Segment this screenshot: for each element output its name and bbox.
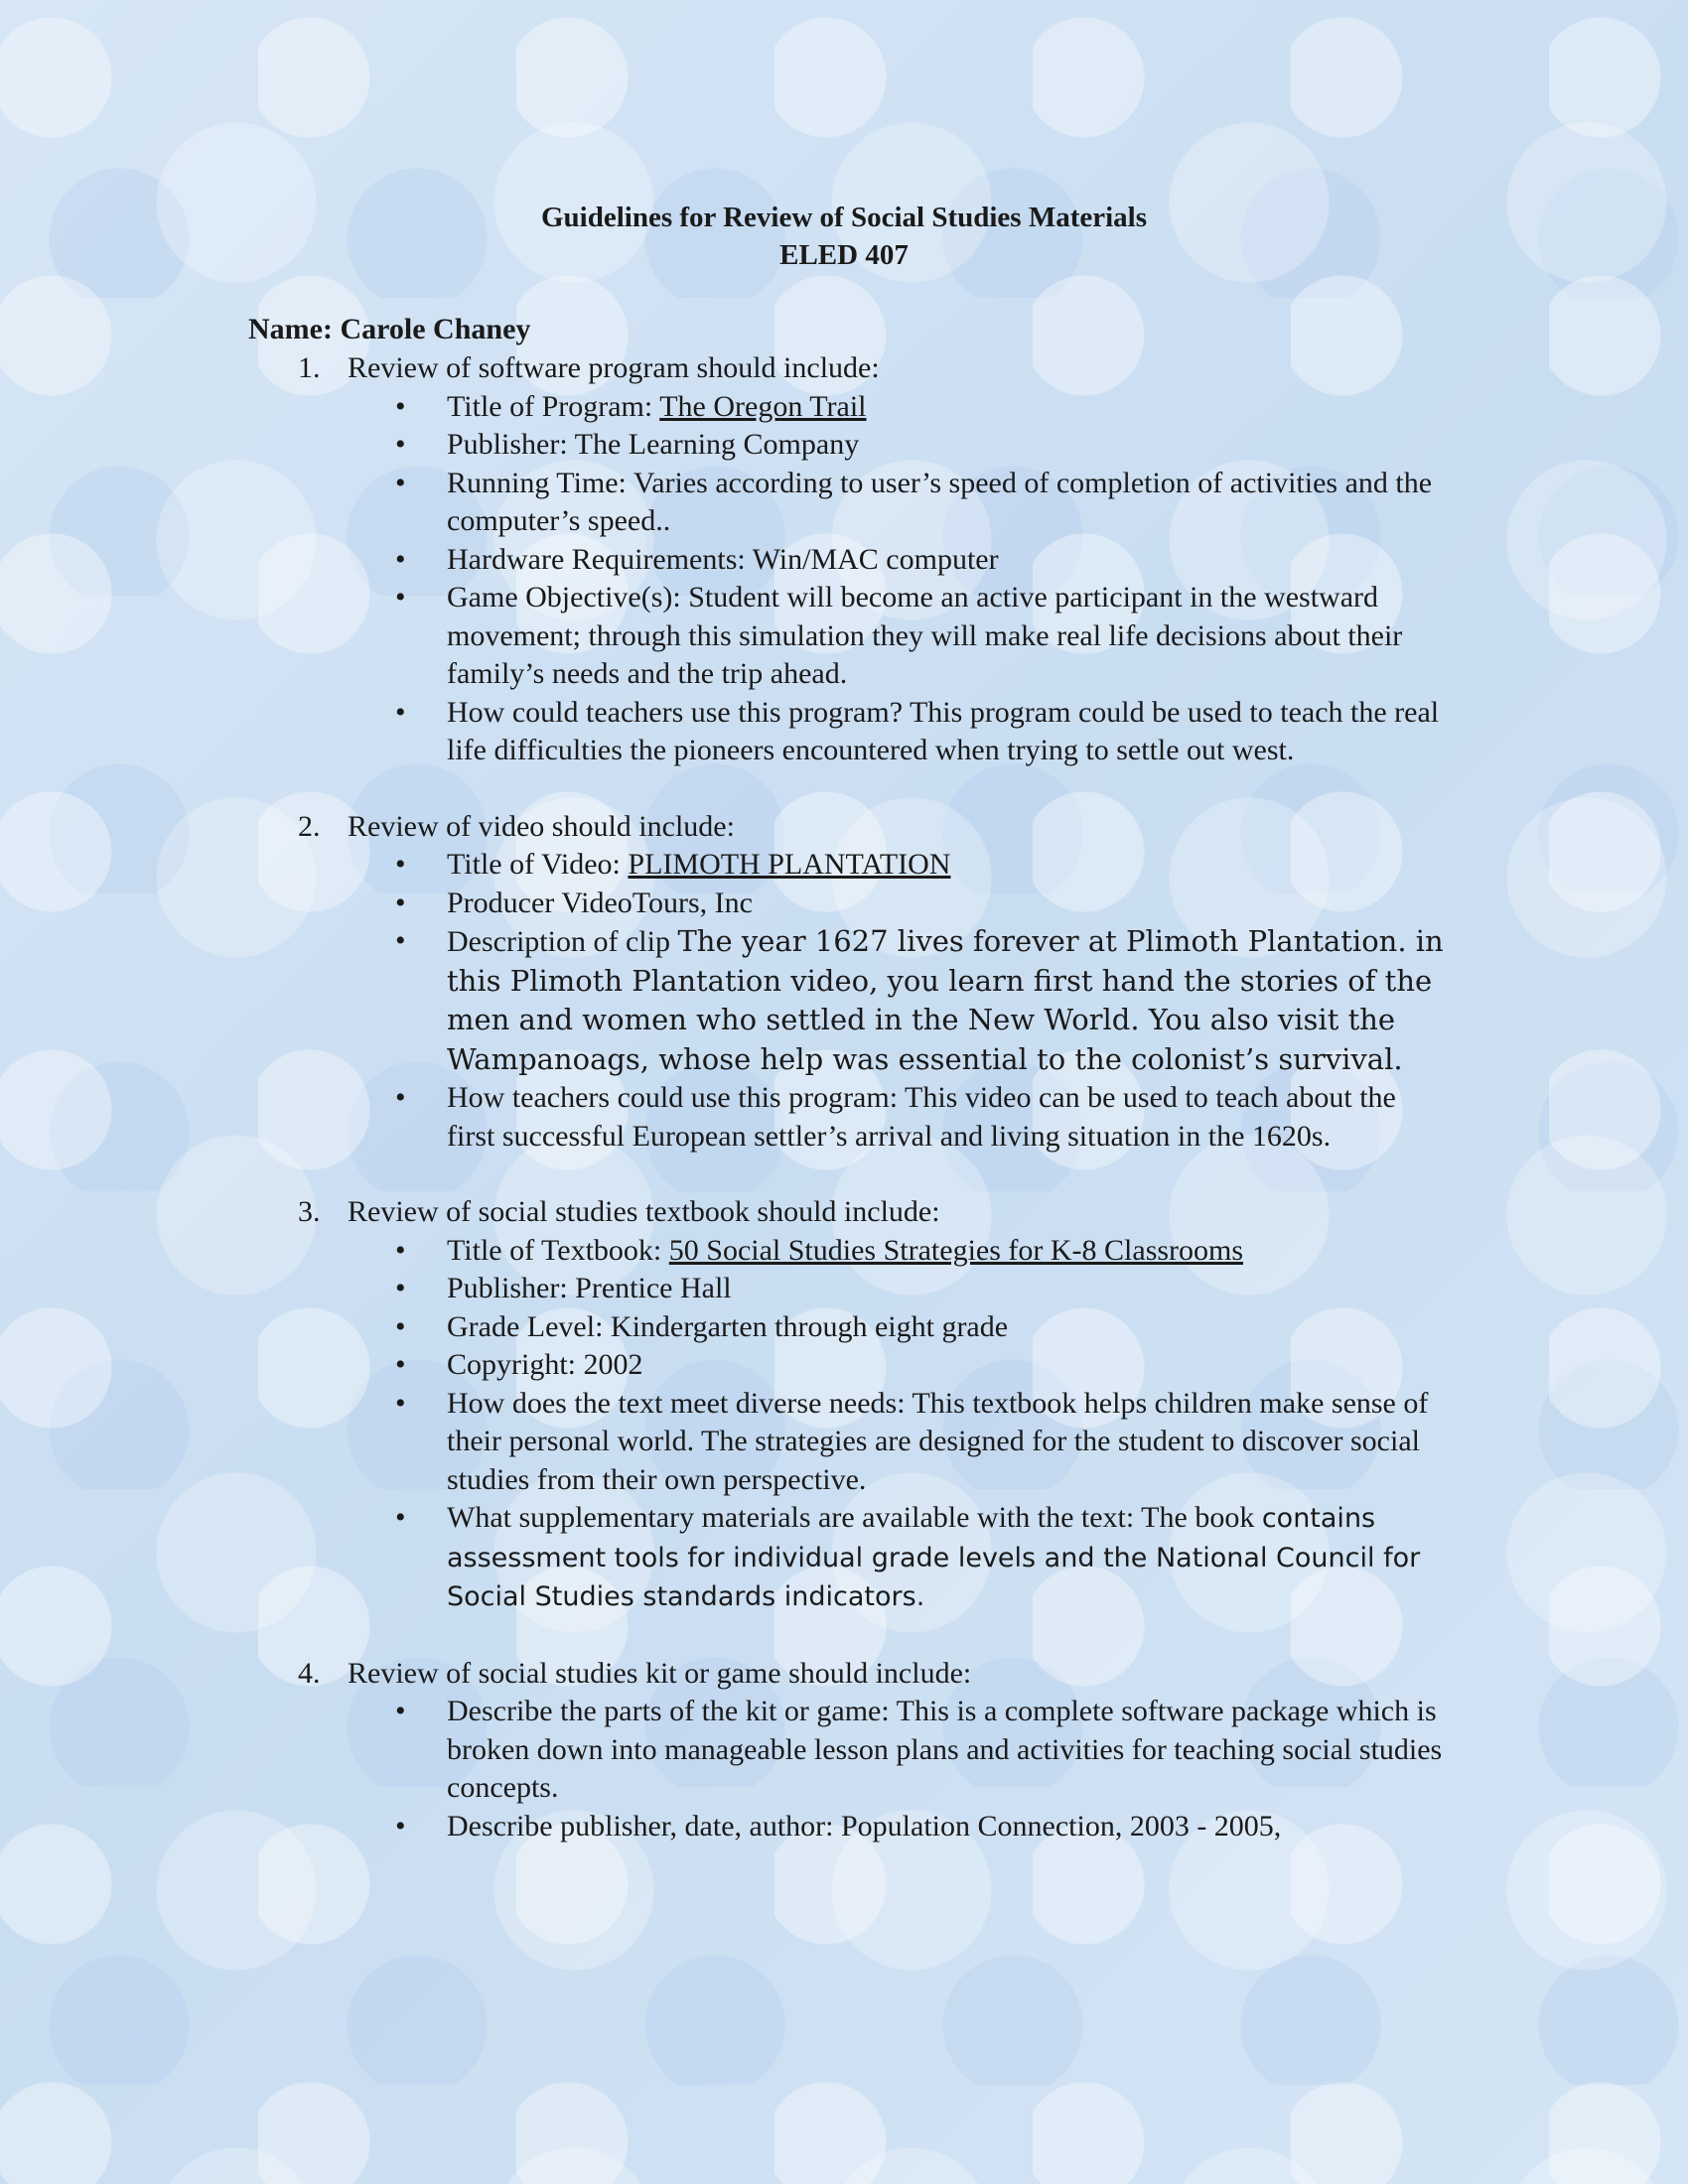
list-item: • Running Time: Varies according to user’s speed of completion of activities and the computer’s speed.. <box>395 466 1433 537</box>
list-item: • What supplementary materials are available with the text: The book contains assessment tools for individual grade levels and the National Council for Social Studies standards indicators. <box>395 1501 1421 1612</box>
section-textbook <box>0 1193 1688 1617</box>
bullet-icon: • <box>395 848 406 881</box>
list-item: • Hardware Requirements: Win/MAC computer <box>0 541 1688 580</box>
bullet-icon: • <box>395 695 406 729</box>
document-header <box>0 199 1688 274</box>
bullet-icon: • <box>395 1695 406 1727</box>
section-title: Review of software program should include: <box>348 351 880 384</box>
section-title: Review of video should include: <box>348 809 735 843</box>
student-name: Name: Carole Chaney <box>248 313 531 345</box>
bullet-icon: • <box>395 581 406 614</box>
bullet-icon: • <box>395 1272 406 1304</box>
list-item: • Description of clip The year 1627 lives forever at Plimoth Plantation. in this Plimoth Plantation video, you learn first hand the stories of the men and women who settled in the New World. You also visit the Wampanoags, whose help was essential to the colonist’s survival. <box>395 924 1444 1076</box>
bullet-icon: • <box>395 1501 406 1534</box>
supplementary-description: contains assessment tools for individual grade levels and the National Council for Social Studies standards indicators. <box>447 1503 1421 1612</box>
list-item: • Producer VideoTours, Inc <box>0 885 1688 923</box>
list-item: • Describe publisher, date, author: Population Connection, 2003 - 2005, <box>0 1808 1688 1846</box>
bullet-icon: • <box>395 466 406 499</box>
bullet-icon: • <box>395 428 406 461</box>
clip-description: The year 1627 lives forever at Plimoth Plantation. in this Plimoth Plantation video, you learn first hand the stories of the men and women who settled in the New World. You also visit the Wampanoags, whose help was essential to the colonist’s survival. <box>447 924 1444 1076</box>
section-kit <box>0 1655 1688 1846</box>
bullet-icon: • <box>395 1081 406 1114</box>
list-item: • Title of Video: PLIMOTH PLANTATION <box>0 846 1688 885</box>
list-item: • Title of Textbook: 50 Social Studies Strategies for K-8 Classrooms <box>0 1232 1688 1271</box>
bullet-icon: • <box>395 542 406 576</box>
list-item: • Publisher: Prentice Hall <box>0 1270 1688 1308</box>
bullet-icon: • <box>395 1386 406 1420</box>
section-number: 2. <box>298 809 321 843</box>
section-title: Review of social studies kit or game should include: <box>348 1656 972 1690</box>
video-title: PLIMOTH PLANTATION <box>628 848 951 881</box>
document-title: Guidelines for Review of Social Studies Materials <box>540 202 1148 233</box>
list-item: • Publisher: The Learning Company <box>0 426 1688 465</box>
section-video <box>0 808 1688 1157</box>
bullet-icon: • <box>395 886 406 919</box>
section-number: 1. <box>298 351 321 384</box>
list-item: • How does the text meet diverse needs: This textbook helps children make sense of their personal world. The strategies are designed for the student to discover social studies from their own perspective. <box>395 1386 1429 1496</box>
list-item: • Title of Program: The Oregon Trail <box>0 388 1688 427</box>
review-sections <box>0 349 1688 1883</box>
bullet-icon: • <box>395 1233 406 1267</box>
list-item: • Copyright: 2002 <box>0 1346 1688 1385</box>
program-title: The Oregon Trail <box>659 389 867 423</box>
textbook-title: 50 Social Studies Strategies for K-8 Classrooms <box>668 1233 1244 1267</box>
list-item: • Describe the parts of the kit or game: This is a complete software package which is broken down into manageable lesson plans and activities for teaching social studies concepts. <box>395 1695 1443 1804</box>
bullet-icon: • <box>395 389 406 423</box>
list-item: • How teachers could use this program: This video can be used to teach about the first successful European settler’s arrival and living situation in the 1620s. <box>395 1081 1396 1153</box>
bullet-icon: • <box>395 1309 406 1343</box>
list-item: • Game Objective(s): Student will become an active participant in the westward movement; through this simulation they will make real life decisions about their family’s needs and the trip ahead. <box>395 581 1403 690</box>
bullet-icon: • <box>395 1348 406 1381</box>
bullet-icon: • <box>395 924 406 957</box>
list-item: • How could teachers use this program? This program could be used to teach the real life difficulties the pioneers encountered when trying to settle out west. <box>395 695 1440 766</box>
list-item: • Grade Level: Kindergarten through eight grade <box>0 1308 1688 1347</box>
course-code: ELED 407 <box>779 239 909 271</box>
section-software <box>0 349 1688 770</box>
section-title: Review of social studies textbook should include: <box>348 1195 940 1228</box>
bullet-icon: • <box>395 1809 406 1843</box>
section-number: 4. <box>298 1656 321 1690</box>
section-number: 3. <box>298 1195 321 1228</box>
